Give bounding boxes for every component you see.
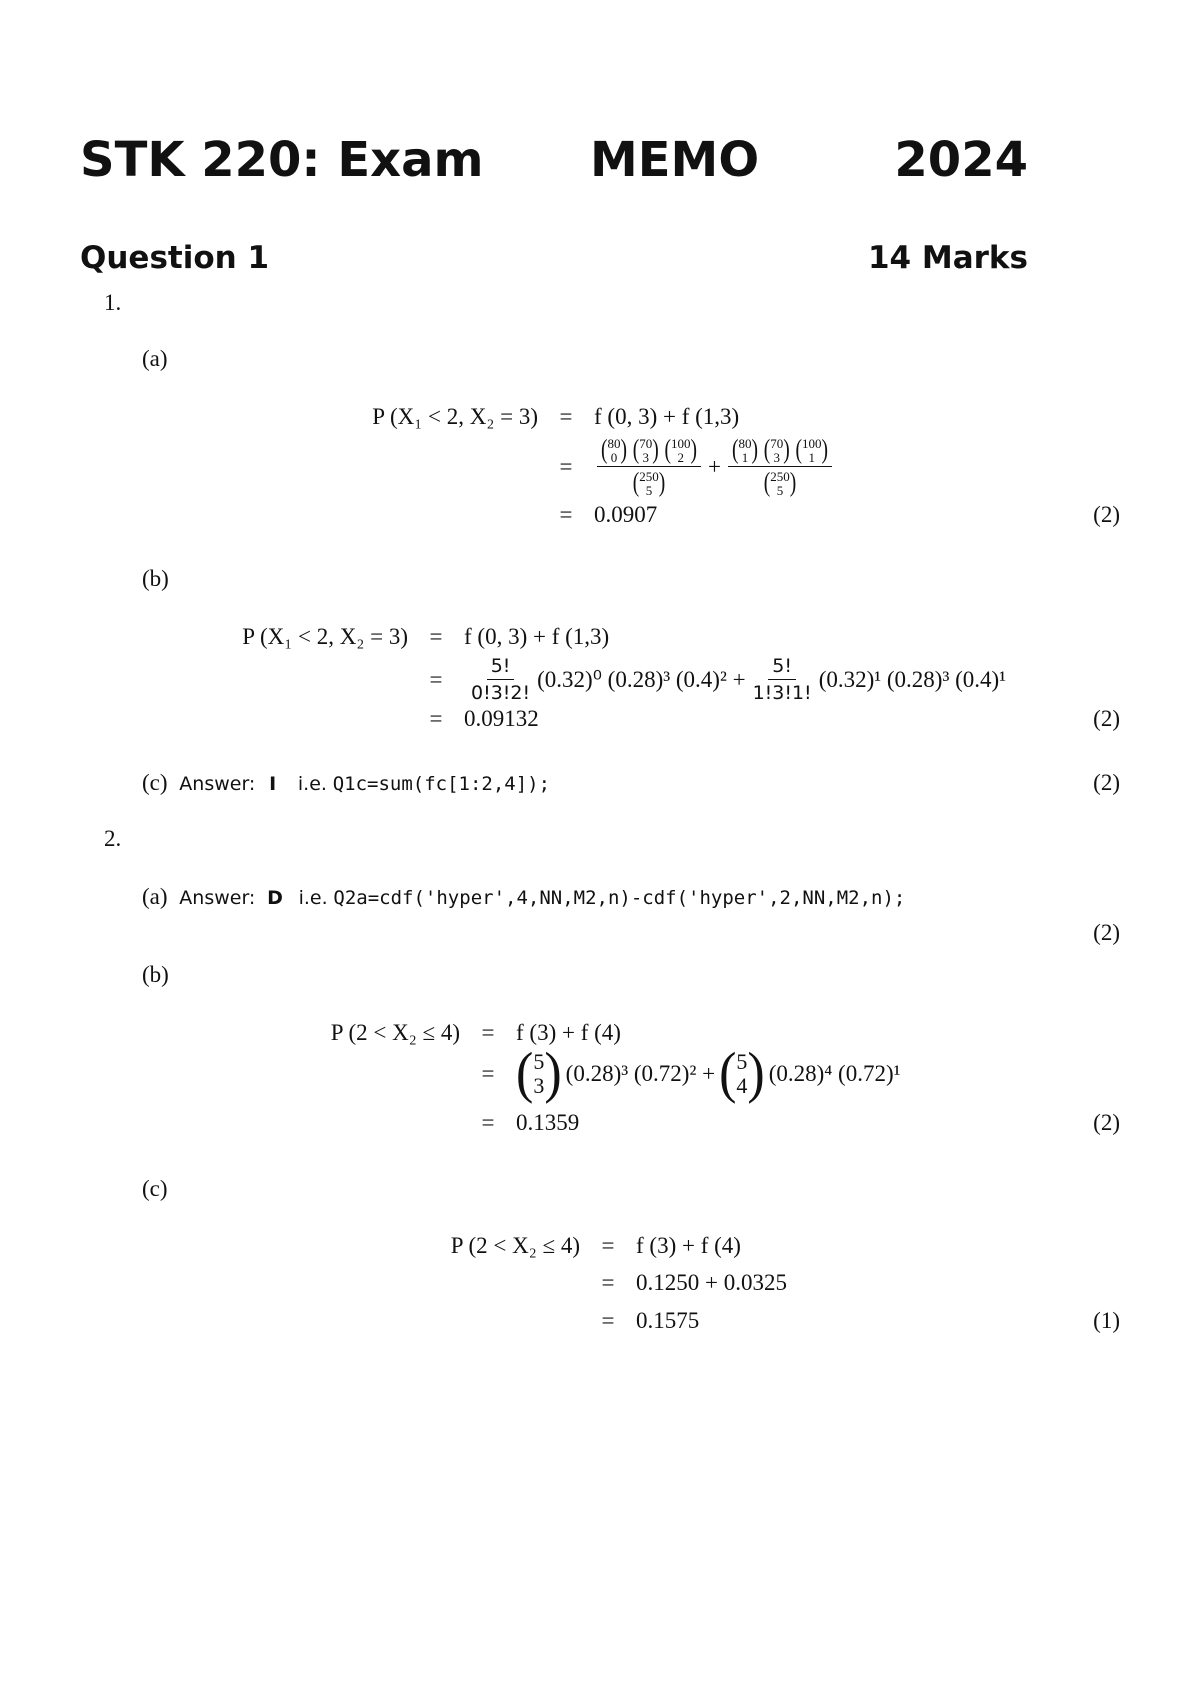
q1b-mark: (2) — [1093, 706, 1120, 731]
q2b-result: 0.1359 — [516, 1110, 580, 1135]
q1c-answer-label: Answer: — [179, 773, 256, 795]
q2a-mark: (2) — [1093, 920, 1120, 945]
q2b-binom-1: ( 5 3 ) — [516, 1042, 562, 1105]
q2b-rhs1: f (3) + f (4) — [516, 1020, 621, 1045]
q1c-answer: I — [269, 773, 277, 795]
q1a-mark: (2) — [1093, 502, 1120, 527]
q1b-fraction-2: $\frac{5!}{1!3!1!}$ — [752, 655, 812, 704]
item-number-2: 2. — [104, 826, 122, 851]
q1a-result: 0.0907 — [594, 502, 658, 527]
q1c-line: (c) Answer: I i.e. Q1c=sum(fc[1:2,4]); — [142, 770, 551, 795]
q2b-terms-2: (0.28)⁴ (0.72)¹ — [768, 1061, 901, 1086]
q1a-line2: = ( 80 0 ) ( 70 3 ) ( 100 2 ) ( 250 5 ) + ( 80 1 ) ( 70 3 ) ( 100 1 ) ( 250 5 ) — [280, 436, 835, 498]
q1a-fraction-1: ( 80 0 ) ( 70 3 ) ( 100 2 ) ( 250 5 ) — [597, 436, 701, 498]
header-course: STK 220: Exam — [80, 132, 484, 188]
q1b-rhs1: f (0, 3) + f (1,3) — [464, 624, 610, 649]
q2b-label: (b) — [142, 962, 169, 987]
q2a-answer: D — [267, 887, 283, 909]
q2b-terms-1: (0.28)³ (0.72)² + — [565, 1061, 716, 1086]
q1a-lhs: P (X₁ < 2, X₂ = 3) — [372, 404, 538, 429]
q1b-result: 0.09132 — [464, 706, 539, 731]
q2c-mark: (1) — [1093, 1308, 1120, 1333]
question-marks: 14 Marks — [867, 240, 1028, 276]
q1c-mark: (2) — [1093, 770, 1120, 795]
q2c-line3: = 0.1575 — [601, 1308, 700, 1333]
q1a-label: (a) — [142, 346, 168, 371]
q2b-line3: = 0.1359 — [481, 1110, 580, 1135]
q1b-fraction-1: $\frac{5!}{0!3!2!}$ — [471, 655, 531, 704]
q1b-line3: = 0.09132 — [429, 706, 539, 731]
q1b-line1: P (X₁ < 2, X₂ = 3) = f (0, 3) + f (1,3) — [200, 624, 609, 650]
q1b-line2: = $\frac{5!}{0!3!2!}$ (0.32)⁰ (0.28)³ (0.4)² + $\frac{5!}{1!3!1!}$ (0.32)¹ (0.28)³ (0.4)¹ — [429, 655, 1007, 704]
item-number-1: 1. — [104, 290, 122, 315]
q1b-label: (b) — [142, 566, 169, 591]
header-memo: MEMO — [590, 132, 760, 188]
header-year: 2024 — [894, 132, 1028, 188]
q1a-fraction-2: ( 80 1 ) ( 70 3 ) ( 100 1 ) ( 250 5 ) — [728, 436, 832, 498]
q1b-terms-1: (0.32)⁰ (0.28)³ (0.4)² + — [537, 666, 746, 692]
q2b-line2: = ( 5 3 ) (0.28)³ (0.72)² + ( 5 4 ) (0.28)⁴ (0.72)¹ — [481, 1042, 901, 1105]
q2a-code: Q2a=cdf('hyper',4,NN,M2,n)-cdf('hyper',2,NN,M2,n); — [333, 887, 906, 909]
q2c-result: 0.1575 — [636, 1308, 700, 1333]
q2b-binom-2: ( 5 4 ) — [719, 1042, 765, 1105]
q2b-lhs: P (2 < X₂ ≤ 4) — [330, 1020, 460, 1045]
q1a-rhs1: f (0, 3) + f (1,3) — [594, 404, 740, 429]
question-title: Question 1 — [80, 240, 270, 276]
q2a-line: (a) Answer: D i.e. Q2a=cdf('hyper',4,NN,M2,n)-cdf('hyper',2,NN,M2,n); — [142, 884, 906, 909]
q2c-label: (c) — [142, 1176, 168, 1201]
q2a-label: (a) — [142, 884, 168, 909]
q1a-line1: P (X₁ < 2, X₂ = 3) = f (0, 3) + f (1,3) — [280, 404, 739, 430]
q1a-line3: = 0.0907 — [559, 502, 658, 527]
q1b-lhs: P (X₁ < 2, X₂ = 3) — [242, 624, 408, 649]
q2b-line1: P (2 < X₂ ≤ 4) = f (3) + f (4) — [300, 1020, 621, 1046]
q2c-lhs: P (2 < X₂ ≤ 4) — [450, 1233, 580, 1258]
q2c-line2: = 0.1250 + 0.0325 — [601, 1270, 787, 1295]
q1b-terms-2: (0.32)¹ (0.28)³ (0.4)¹ — [818, 666, 1007, 692]
q1c-code: Q1c=sum(fc[1:2,4]); — [332, 773, 551, 795]
q1c-label: (c) — [142, 770, 168, 795]
q2c-line1: P (2 < X₂ ≤ 4) = f (3) + f (4) — [420, 1233, 741, 1259]
q2c-rhs2: 0.1250 + 0.0325 — [636, 1270, 787, 1295]
q2b-mark: (2) — [1093, 1110, 1120, 1135]
q2a-answer-label: Answer: — [179, 887, 256, 909]
q2c-rhs1: f (3) + f (4) — [636, 1233, 741, 1258]
